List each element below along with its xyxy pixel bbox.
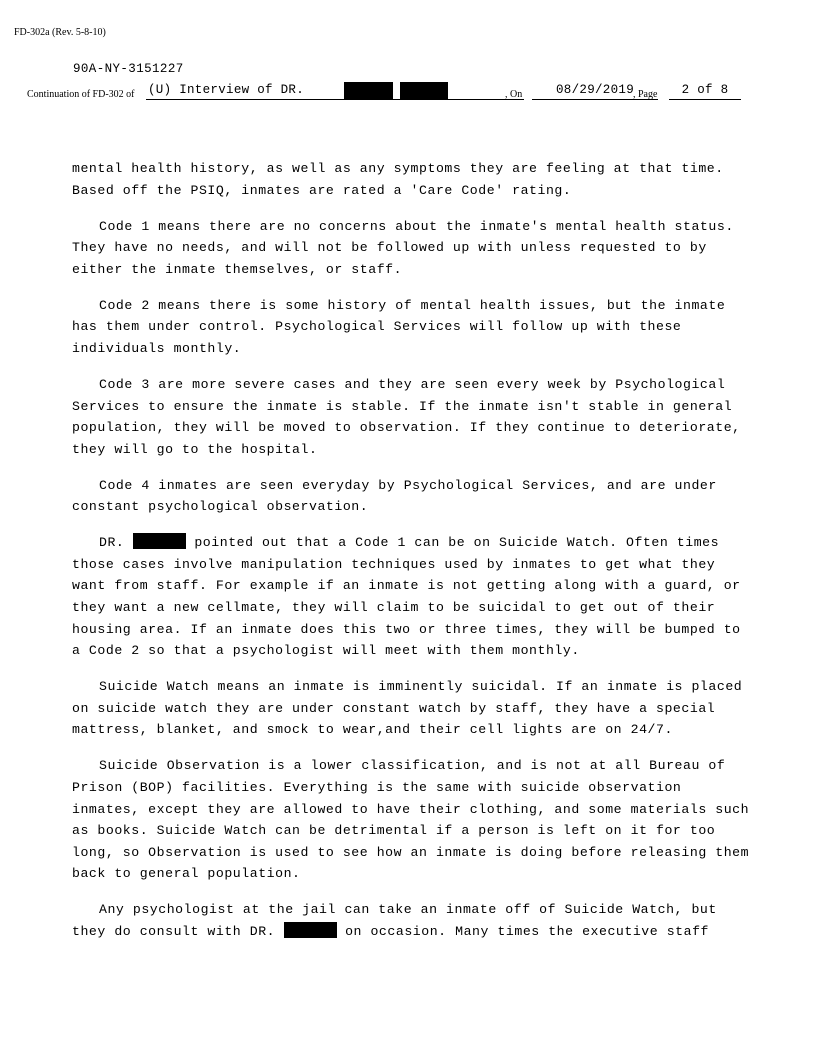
paragraph (72, 532, 752, 662)
paragraph: Code 3 are more severe cases and they are seen every week by Psychological Services to ensure the inmate is stable. If the inmate isn't stable in general population, they will be moved to observation. If they continue to deteriorate, they will go to the hospital. (72, 376, 741, 457)
form-id: FD-302a (Rev. 5-8-10) (14, 27, 106, 38)
paragraph: Code 2 means there is some history of mental health issues, but the inmate has them under control. Psychological Services will follow up with these individuals monthly. (72, 297, 726, 356)
redaction-box (344, 82, 393, 99)
redaction-box (284, 922, 337, 938)
continuation-label: Continuation of FD-302 of (27, 89, 135, 100)
page-number: 2 of 8 (681, 83, 729, 97)
paragraph: Code 1 means there are no concerns about the inmate's mental health status. They have no needs, and will not be followed up with unless requested to by either the inmate themselves, or staff. (72, 218, 734, 277)
paragraph-text: on occasion. Many times the executive staff (345, 923, 710, 939)
on-label: , On (505, 89, 523, 100)
paragraph-prefix: Any psychologist at the jail can take an inmate off of Suicide Watch, but they do consult with DR. (72, 902, 717, 939)
interview-title: (U) Interview of DR. (148, 83, 305, 97)
paragraph: mental health history, as well as any symptoms they are feeling at that time. Based off the PSIQ, inmates are rated a 'Care Code' rating. (72, 161, 724, 198)
interview-title-field (146, 82, 524, 100)
redaction-box (400, 82, 448, 99)
paragraph: Code 4 inmates are seen everyday by Psychological Services, and are under constant psychological observation. (72, 477, 717, 515)
page-number-field (669, 82, 741, 100)
paragraph-prefix: DR. (99, 535, 125, 551)
page-label: , Page (633, 89, 658, 100)
document-body (72, 158, 752, 957)
paragraph: Suicide Watch means an inmate is imminently suicidal. If an inmate is placed on suicide watch they are under constant watch by staff, they have a special mattress, blanket, and smock to wear,and their cell lights are on 24/7. (72, 679, 743, 738)
date-value: 08/29/2019 (555, 83, 634, 97)
continuation-row (27, 82, 787, 102)
redaction-box (133, 533, 186, 549)
paragraph (72, 899, 752, 942)
paragraph: Suicide Observation is a lower classification, and is not at all Bureau of Prison (BOP) facilities. Everything is the same with suicide observation inmates, except they are allowed to have their clothing, and some materials such as books. Suicide Watch can be detrimental if a person is left on it for too long, so Observation is used to see how an inmate is doing before releasing them back to general population. (72, 758, 750, 882)
case-number: 90A-NY-3151227 (73, 62, 184, 76)
paragraph-text: pointed out that a Code 1 can be on Suicide Watch. Often times those cases involve manipulation techniques used by inmates to get what they want from staff. For example if an inmate is not getting along with a guard, or they want a new cellmate, they will claim to be suicidal to get out of their housing area. If an inmate does this two or three times, they will be bumped to a Code 2 so that a psychologist will meet with them monthly. (72, 535, 741, 659)
